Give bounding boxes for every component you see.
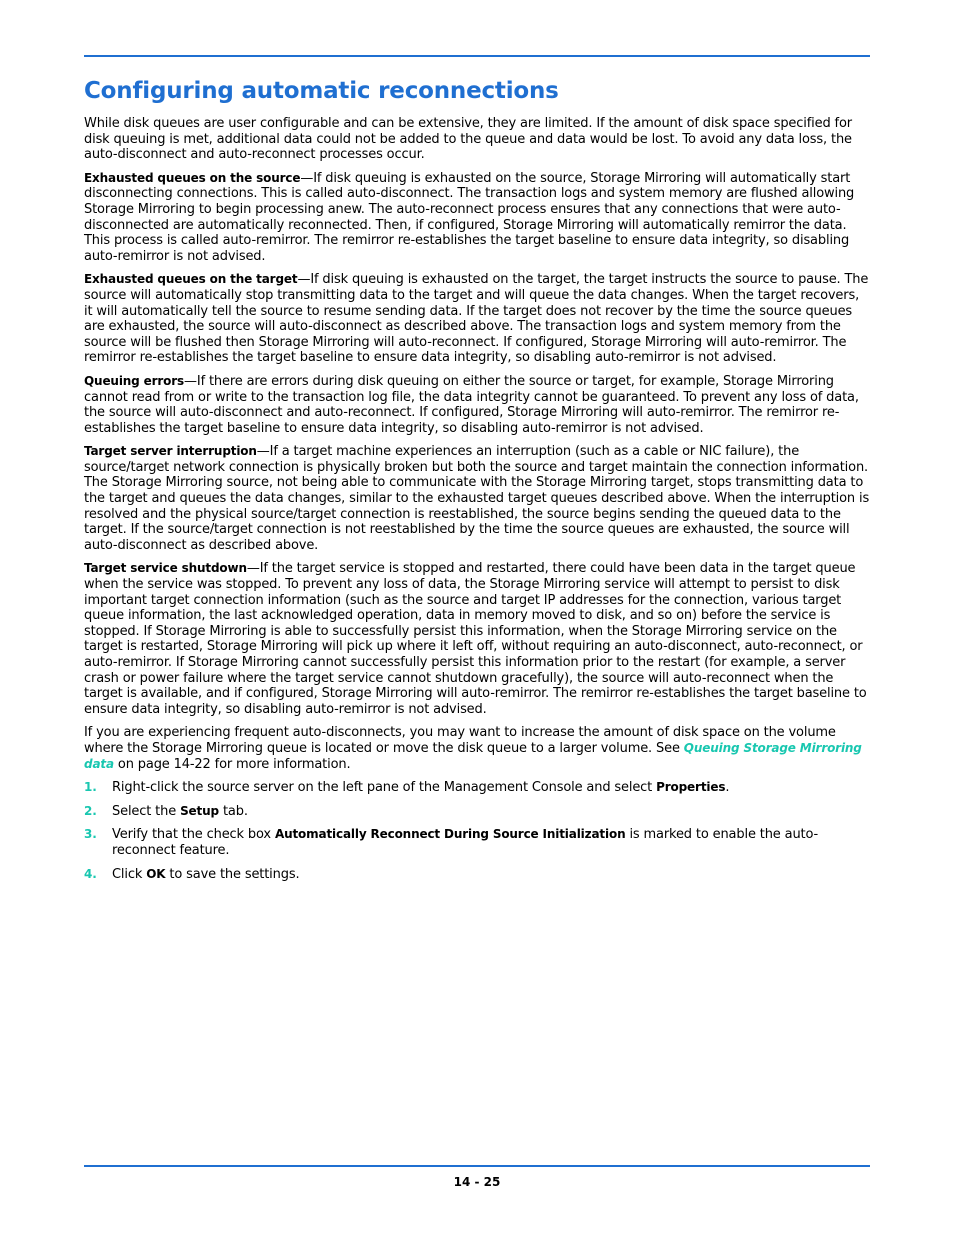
step-number: 3. [84, 827, 97, 842]
procedure-steps [84, 780, 870, 882]
step-number: 4. [84, 866, 97, 881]
section-term: Exhausted queues on the target [84, 272, 298, 287]
step-number: 1. [84, 780, 97, 795]
step-text: Select the [112, 803, 181, 819]
step-ui-term: Setup [180, 803, 219, 818]
section-term: Target service shutdown [84, 561, 247, 576]
closing-paragraph [84, 725, 870, 772]
section-term: Target server interruption [84, 444, 257, 459]
section-text: —If a target machine experiences an interruption (such as a cable or NIC failure), the source/target network connection is physically broken but both the source and target maintain the connection information. The Storage Mirroring source, not being able to communicate with the Storage Mirroring target, stops transmitting data to the target and queues the data changes, similar to the exhausted target queues described above. When the interruption is resolved and the physical source/target connection is reestablished, the source begins sending the queued data to the target. If the source/target connection is not reestablished by the time the source queues are exhausted, the source will auto-disconnect as described above. [84, 444, 870, 553]
step-item [84, 804, 870, 820]
step-ui-term: Properties [656, 780, 726, 795]
step-item [84, 780, 870, 796]
step-text-end: is marked to enable the auto-reconnect feature. [112, 827, 819, 858]
step-text-end: to save the settings. [165, 866, 300, 882]
step-item [84, 827, 870, 858]
section-text: —If disk queuing is exhausted on the source, Storage Mirroring will automatically start disconnecting connections. This is called auto-disconnect. The transaction logs and system memory are flushed allowing Storage Mirroring to begin processing anew. The auto-reconnect process ensures that any connections that were auto-disconnected are automatically reconnected. Then, if configured, Storage Mirroring will automatically remirror the data. This process is called auto-remirror. The remirror re-establishes the target baseline to ensure data integrity, so disabling auto-remirror is not advised. [84, 170, 855, 264]
closing-text-after: on page 14-22 for more information. [113, 756, 351, 772]
section-target-shutdown [84, 561, 870, 717]
section-text: —If disk queuing is exhausted on the target, the target instructs the source to pause. The source will automatically stop transmitting data to the target and will queue the data changes. When the target recovers, it will automatically tell the source to resume sending data. If the target does not recover by the time the source queues are exhausted, the source will auto-disconnect as described above. The transaction logs and system memory from the source will be flushed then Storage Mirroring will auto-reconnect. If configured, Storage Mirroring will auto-remirror. The remirror re-establishes the target baseline to ensure data integrity, so disabling auto-remirror is not advised. [84, 272, 869, 366]
step-text: Right-click the source server on the left pane of the Management Console and select [112, 780, 657, 796]
closing-text-before: If you are experiencing frequent auto-disconnects, you may want to increase the amount of disk space on the volume where the Storage Mirroring queue is located or move the disk queue to a larger volume. See [84, 725, 836, 756]
step-ui-term: OK [146, 866, 166, 881]
step-text-end: . [725, 780, 730, 796]
section-text: —If there are errors during disk queuing on either the source or target, for example, Storage Mirroring cannot read from or write to the transaction log file, the data integrity cannot be guaranteed. To prevent any loss of data, the source will auto-disconnect and auto-reconnect. If configured, Storage Mirroring will auto-remirror. The remirror re-establishes the target baseline to ensure data integrity, so disabling auto-remirror is not advised. [84, 373, 859, 436]
step-text: Verify that the check box [112, 827, 275, 843]
page-content [84, 76, 870, 890]
footer-rule [84, 1165, 870, 1167]
section-target-interruption [84, 444, 870, 553]
step-item [84, 867, 870, 883]
step-ui-term: Automatically Reconnect During Source Initialization [274, 827, 626, 842]
page-title: Configuring automatic reconnections [84, 78, 559, 104]
page-number: 14 - 25 [453, 1175, 501, 1189]
section-term: Exhausted queues on the source [84, 170, 301, 185]
section-text: —If the target service is stopped and restarted, there could have been data in the target queue when the service was stopped. To prevent any loss of data, the Storage Mirroring service will attempt to persist to disk important target connection information (such as the source and target IP addresses for the connection, various target queue information, the last acknowledged operation, data in memory moved to disk, and so on) before the service is stopped. If Storage Mirroring is able to successfully persist this information, when the Storage Mirroring service on the target is restarted, Storage Mirroring will pick up where it left off, without requiring an auto-disconnect, auto-reconnect, or auto-remirror. If Storage Mirroring cannot successfully persist this information prior to the restart (for example, a server crash or power failure where the target service cannot shutdown gracefully), the source will auto-reconnect when the target is available, and if configured, Storage Mirroring will auto-remirror. The remirror re-establishes the target baseline to ensure data integrity, so disabling auto-remirror is not advised. [84, 561, 867, 717]
step-number: 2. [84, 803, 97, 818]
section-target-queues [84, 272, 870, 366]
intro-paragraph: While disk queues are user configurable and can be extensive, they are limited. If the amount of disk space specified for disk queuing is met, additional data could not be added to the queue and data would be lost. To avoid any data loss, the auto-disconnect and auto-reconnect processes occur. [84, 116, 852, 163]
section-term: Queuing errors [84, 373, 185, 388]
section-queuing-errors [84, 374, 870, 436]
step-text: Click [112, 866, 147, 882]
step-text-end: tab. [218, 803, 248, 819]
header-rule [84, 55, 870, 57]
section-source-queues [84, 171, 870, 265]
queuing-data-link[interactable]: Queuing Storage Mirroring data [84, 740, 862, 771]
